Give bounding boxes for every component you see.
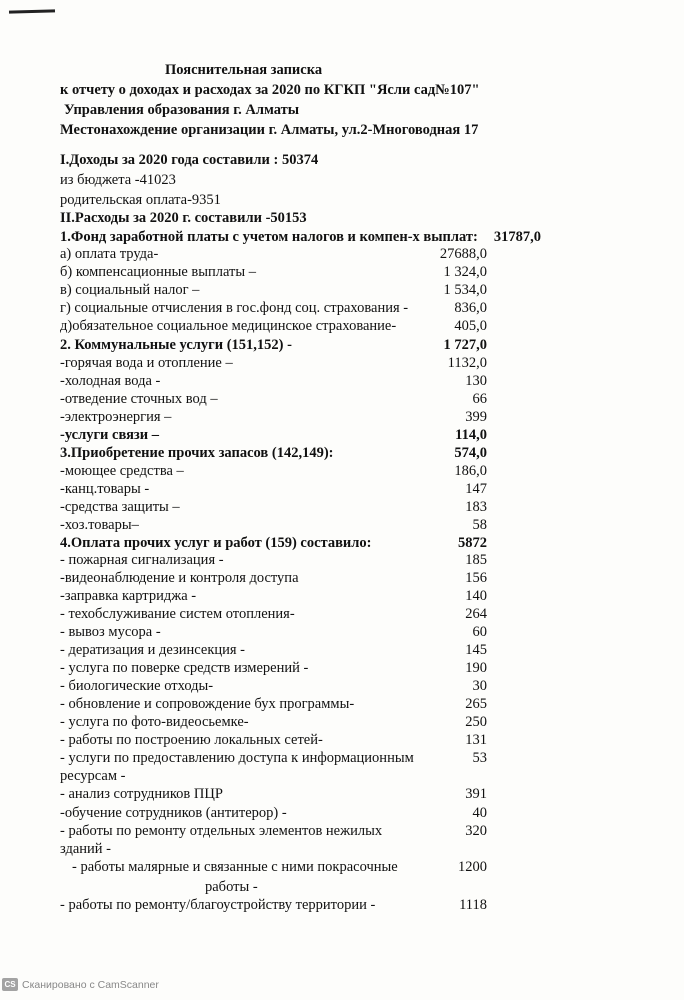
expense-row bbox=[0, 678, 684, 698]
expense-row bbox=[0, 823, 684, 843]
expense-label: -отведение сточных вод – bbox=[60, 391, 218, 407]
expense-row bbox=[0, 246, 684, 266]
expense-value: 27688,0 bbox=[439, 246, 487, 262]
expense-row bbox=[0, 732, 684, 752]
expense-row bbox=[0, 517, 684, 537]
doc-subtitle: к отчету о доходах и расходах за 2020 по КГКП "Ясли сад№107" bbox=[60, 82, 480, 98]
expense-row bbox=[0, 606, 684, 626]
expense-value: 264 bbox=[465, 606, 487, 622]
expense-label: -холодная вода - bbox=[60, 373, 161, 389]
expense-value: 320 bbox=[465, 823, 487, 839]
expense-row bbox=[0, 588, 684, 608]
corner-pen-mark bbox=[9, 9, 55, 13]
doc-title: Пояснительная записка bbox=[165, 62, 323, 78]
expense-row bbox=[0, 768, 684, 788]
expense-row bbox=[0, 481, 684, 501]
expense-row bbox=[0, 318, 684, 338]
expense-label: - услуга по фото-видеосьемке- bbox=[60, 714, 249, 730]
expense-row bbox=[0, 786, 684, 806]
expense-value: 5872 bbox=[458, 535, 487, 551]
expense-label: -обучение сотрудников (антитерор) - bbox=[60, 805, 287, 821]
expense-label: - техобслуживание систем отопления- bbox=[60, 606, 295, 622]
expense-label: 4.Оплата прочих услуг и работ (159) составило: bbox=[60, 535, 372, 551]
expense-row bbox=[0, 660, 684, 680]
expense-value: 405,0 bbox=[454, 318, 487, 334]
expense-value: 53 bbox=[472, 750, 487, 766]
expense-label: б) компенсационные выплаты – bbox=[60, 264, 256, 280]
expense-label: 1.Фонд заработной платы с учетом налогов и компен-х выплат: bbox=[60, 229, 478, 245]
expense-label: работы - bbox=[205, 879, 258, 895]
income-budget: из бюджета -41023 bbox=[60, 172, 176, 188]
expense-row bbox=[0, 373, 684, 393]
expense-value: 1 727,0 bbox=[443, 337, 487, 353]
expense-value: 145 bbox=[465, 642, 487, 658]
expense-value: 391 bbox=[465, 786, 487, 802]
expense-row bbox=[0, 264, 684, 284]
expense-label: - дератизация и дезинсекция - bbox=[60, 642, 246, 658]
expense-label: 2. Коммунальные услуги (151,152) - bbox=[60, 337, 292, 353]
expense-total-value: 31787,0 bbox=[493, 229, 541, 245]
expense-value: 250 bbox=[465, 714, 487, 730]
expense-label: -услуги связи – bbox=[60, 427, 159, 443]
expense-row bbox=[0, 427, 684, 447]
expense-label: - обновление и сопровождение бух программы- bbox=[60, 696, 355, 712]
expense-value: 58 bbox=[472, 517, 487, 533]
expense-value: 114,0 bbox=[455, 427, 487, 443]
expense-label: -горячая вода и отопление – bbox=[60, 355, 233, 371]
expense-value: 399 bbox=[465, 409, 487, 425]
expense-value: 30 bbox=[472, 678, 487, 694]
expense-value: 836,0 bbox=[454, 300, 487, 316]
expense-value: 186,0 bbox=[454, 463, 487, 479]
expense-label: -заправка картриджа - bbox=[60, 588, 197, 604]
expense-value: 156 bbox=[465, 570, 487, 586]
expense-row bbox=[0, 300, 684, 320]
expense-value: 1 534,0 bbox=[443, 282, 487, 298]
expense-row bbox=[0, 499, 684, 519]
expense-label: - услуга по поверке средств измерений - bbox=[60, 660, 309, 676]
expense-value: 40 bbox=[472, 805, 487, 821]
expense-row bbox=[0, 355, 684, 375]
expense-row bbox=[0, 714, 684, 734]
expense-label: зданий - bbox=[60, 841, 112, 857]
expense-label: - биологические отходы- bbox=[60, 678, 214, 694]
expense-label: -электроэнергия – bbox=[60, 409, 172, 425]
expense-row bbox=[0, 570, 684, 590]
expense-label: - работы по ремонту отдельных элементов нежилых bbox=[60, 823, 383, 839]
expense-row bbox=[0, 859, 684, 879]
expense-label: -хоз.товары– bbox=[60, 517, 139, 533]
expense-label: -канц.товары - bbox=[60, 481, 150, 497]
expense-label: - работы по ремонту/благоустройству территории - bbox=[60, 897, 376, 913]
expense-value: 131 bbox=[465, 732, 487, 748]
expense-row bbox=[0, 624, 684, 644]
expense-row bbox=[0, 879, 684, 899]
expense-row bbox=[0, 750, 684, 770]
expense-label: -средства защиты – bbox=[60, 499, 180, 515]
expense-row bbox=[0, 552, 684, 572]
expense-value: 60 bbox=[472, 624, 487, 640]
expense-value: 147 bbox=[465, 481, 487, 497]
scanner-watermark bbox=[2, 978, 159, 991]
expense-label: г) социальные отчисления в гос.фонд соц. страхования - bbox=[60, 300, 409, 316]
expense-label: - анализ сотрудников ПЦР bbox=[60, 786, 223, 802]
expense-value: 185 bbox=[465, 552, 487, 568]
expense-label: в) социальный налог – bbox=[60, 282, 200, 298]
doc-department: Управления образования г. Алматы bbox=[64, 102, 300, 118]
expense-row bbox=[0, 841, 684, 861]
expense-value: 66 bbox=[472, 391, 487, 407]
expense-row bbox=[0, 696, 684, 716]
income-title: I.Доходы за 2020 года составили : 50374 bbox=[60, 152, 319, 168]
expense-value: 183 bbox=[465, 499, 487, 515]
expense-label: - вывоз мусора - bbox=[60, 624, 161, 640]
expense-label: - услуги по предоставлению доступа к информационным bbox=[60, 750, 414, 766]
expense-value: 130 bbox=[465, 373, 487, 389]
expense-row bbox=[0, 642, 684, 662]
expense-row bbox=[0, 391, 684, 411]
expense-label: -видеонаблюдение и контроля доступа bbox=[60, 570, 299, 586]
expense-value: 1 324,0 bbox=[443, 264, 487, 280]
expense-row bbox=[0, 282, 684, 302]
scanner-watermark-text: Сканировано с CamScanner bbox=[22, 978, 159, 991]
expense-value: 574,0 bbox=[454, 445, 487, 461]
expense-label: - пожарная сигнализация - bbox=[60, 552, 224, 568]
expense-label: а) оплата труда- bbox=[60, 246, 159, 262]
expense-label: - работы малярные и связанные с ними покрасочные bbox=[72, 859, 398, 875]
expense-value: 140 bbox=[465, 588, 487, 604]
expenses-title: II.Расходы за 2020 г. составили -50153 bbox=[60, 210, 307, 226]
expense-value: 1118 bbox=[459, 897, 487, 913]
expense-label: д)обязательное социальное медицинское страхование- bbox=[60, 318, 397, 334]
expense-row bbox=[0, 337, 684, 357]
expense-row bbox=[0, 445, 684, 465]
expense-value: 1200 bbox=[458, 859, 487, 875]
expense-label: - работы по построению локальных сетей- bbox=[60, 732, 323, 748]
expense-label: 3.Приобретение прочих запасов (142,149): bbox=[60, 445, 334, 461]
expense-value: 265 bbox=[465, 696, 487, 712]
expense-row bbox=[0, 805, 684, 825]
expense-row bbox=[0, 897, 684, 917]
expense-label: ресурсам - bbox=[60, 768, 126, 784]
expense-value: 190 bbox=[465, 660, 487, 676]
expense-row bbox=[0, 463, 684, 483]
expense-value: 1132,0 bbox=[447, 355, 487, 371]
doc-location: Местонахождение организации г. Алматы, ул.2-Многоводная 17 bbox=[60, 122, 479, 138]
income-parent: родительская оплата-9351 bbox=[60, 192, 221, 208]
camscanner-logo-icon: CS bbox=[2, 978, 18, 991]
expense-label: -моющее средства – bbox=[60, 463, 184, 479]
expense-row bbox=[0, 409, 684, 429]
